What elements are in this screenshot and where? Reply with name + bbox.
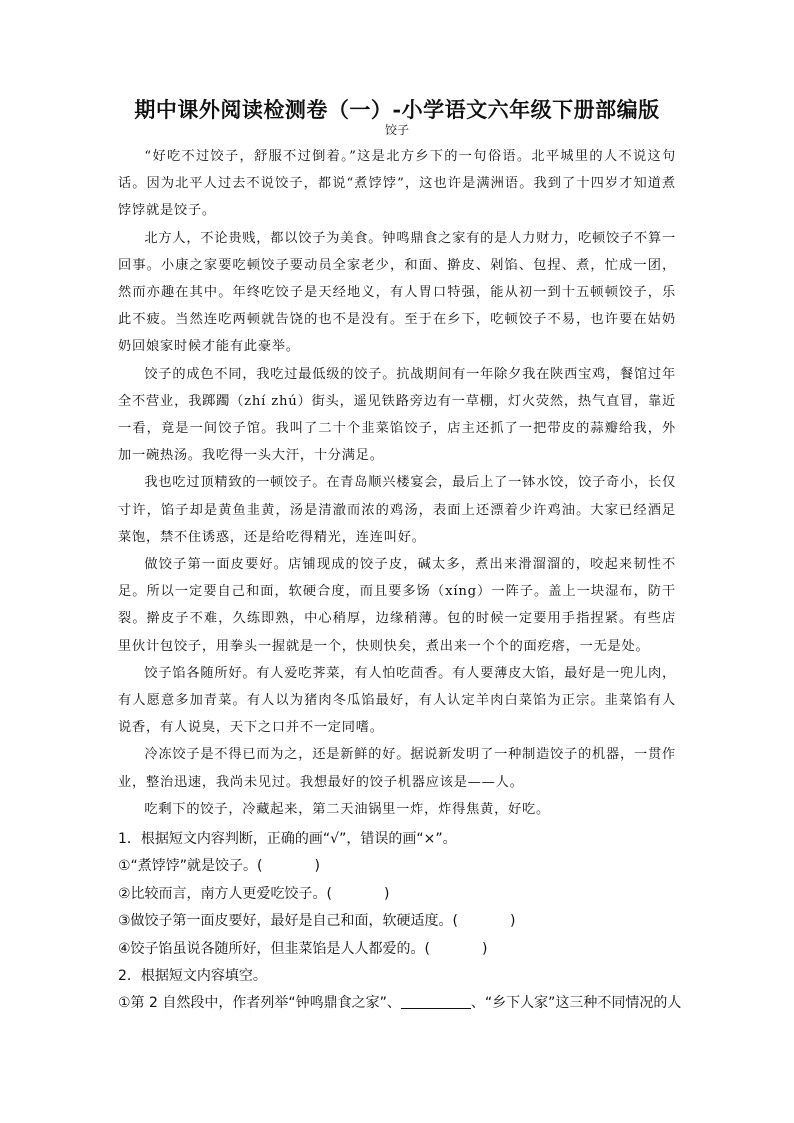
question-1-item-text: ①“煮饽饽”就是饺子。( [118, 858, 263, 875]
essay-paragraph-1: “好吃不过饺子，舒服不过倒着。”这是北方乡下的一句俗语。北平城里的人不说这句话。因为北平人过去不说饺子，都说“煮饽饽”，这也许是满洲语。我到了十四岁才知道煮饽饽就是饺子。 [118, 149, 676, 219]
question-1-item [118, 881, 678, 908]
question-1-item [118, 853, 678, 880]
question-1-item-text: ③做饺子第一面皮要好，最好是自己和面，软硬适度。( [118, 913, 459, 930]
essay-paragraph-3: 饺子的成色不同，我吃过最低级的饺子。抗战期间有一年除夕我在陕西宝鸡，餐馆过年全不营业，我踯躅（zhí zhú）街头，遥见铁路旁边有一草棚，灯火荧然，热气直冒，靠近一看，竟是一间饺子馆。我叫了二十个韭菜馅饺子，店主还抓了一把带皮的蒜瓣给我，外加一碗热汤。我吃得一头大汗，十分满足。 [118, 366, 676, 464]
question-2-text-before: ①第 2 自然段中，作者列举“钟鸣鼎食之家”、 [118, 995, 401, 1012]
essay-paragraph-4: 我也吃过顶精致的一顿饺子。在青岛顺兴楼宴会，最后上了一钵水饺，饺子奇小，长仅寸许，馅子却是黄鱼韭黄，汤是清澈而浓的鸡汤，表面上还漂着少许鸡油。大家已经酒足菜饱，禁不住诱惑，还是给吃得精光，连连叫好。 [118, 475, 676, 545]
essay-paragraph-8: 吃剩下的饺子，冷藏起来，第二天油锅里一炸，炸得焦黄，好吃。 [144, 801, 551, 817]
question-2-heading: 2．根据短文内容填空。 [118, 968, 267, 985]
question-1-item [118, 908, 678, 935]
essay-paragraph-2: 北方人，不论贵贱，都以饺子为美食。钟鸣鼎食之家有的是人力财力，吃顿饺子不算一回事。小康之家要吃顿饺子要动员全家老少，和面、擀皮、剁馅、包捏、煮，忙成一团，然而亦趣在其中。年终吃饺子是天经地义，有人胃口特强，能从初一到十五顿顿饺子，乐此不疲。当然连吃两顿就告饶的也不是没有。至于在乡下，吃顿饺子不易，也许要在姑奶奶回娘家时候才能有此豪举。 [118, 230, 676, 355]
question-1-item-close: ) [482, 940, 488, 957]
essay-body [118, 143, 676, 823]
questions-section [118, 826, 682, 1018]
fill-in-blank[interactable] [401, 994, 471, 1009]
essay-paragraph-5: 做饺子第一面皮要好。店铺现成的饺子皮，碱太多，煮出来滑溜溜的，咬起来韧性不足。所以一定要自己和面，软硬合度，而且要多饧（xíng）一阵子。盖上一块湿布，防干裂。擀皮子不难，久练即熟，中心稍厚，边缘稍薄。包的时候一定要用手指捏紧。有些店里伙计包饺子，用拳头一握就是一个，快则快矣，煮出来一个个的面疙瘩，一无是处。 [118, 557, 676, 654]
question-2-text-after: 、“乡下人家”这三种不同情况的人 [470, 995, 682, 1012]
question-1-item-close: ) [384, 885, 390, 902]
question-2-item [118, 990, 682, 1017]
essay-title: 饺子 [384, 123, 409, 137]
question-1-item-text: ②比较而言，南方人更爱吃饺子。( [118, 885, 333, 902]
question-1-item-close: ) [314, 858, 320, 875]
essay-paragraph-7: 冷冻饺子是不得已而为之，还是新鲜的好。据说新发明了一种制造饺子的机器，一贯作业，整治迅速，我尚未见过。我想最好的饺子机器应该是——人。 [118, 747, 676, 790]
essay-paragraph-6: 饺子馅各随所好。有人爱吃荠菜，有人怕吃茴香。有人要薄皮大馅，最好是一兜儿肉，有人愿意多加青菜。有人以为猪肉冬瓜馅最好，有人认定羊肉白菜馅为正宗。韭菜馅有人说香，有人说臭，天下之口并不一定同嗜。 [118, 665, 676, 736]
question-1-item-text: ④饺子馅虽说各随所好，但韭菜馅是人人都爱的。( [118, 940, 431, 957]
question-1-item-close: ) [510, 913, 516, 930]
question-1-item [118, 936, 678, 963]
page-title: 期中课外阅读检测卷（一）-小学语文六年级下册部编版 [134, 97, 660, 122]
question-1-heading: 1．根据短文内容判断，正确的画“√”，错误的画“×”。 [118, 831, 457, 847]
